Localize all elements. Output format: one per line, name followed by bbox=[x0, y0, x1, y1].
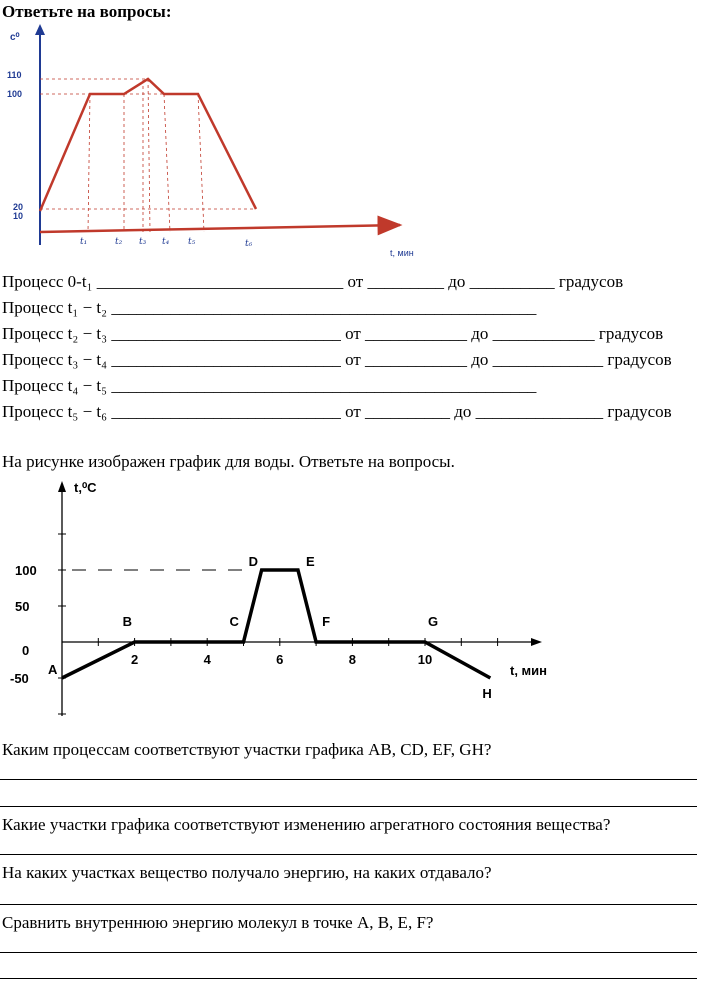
chart2-x-label: t, мин bbox=[510, 663, 548, 678]
chart1-xtick-t3: t₃ bbox=[139, 237, 147, 247]
chart2-point-label-g: G bbox=[428, 614, 439, 629]
process-line-3: Процесс t₂ − t₃ ___________________________ от ____________ до ____________ градусов bbox=[2, 324, 664, 343]
process-line-4: Процесс t₃ − t₄ ___________________________ от ____________ до _____________ градусов bbox=[2, 350, 672, 369]
chart1-ytick-10: 10 bbox=[13, 211, 24, 221]
process-line-6: Процесс t₅ − t₆ ___________________________ от __________ до _______________ градусов bbox=[2, 402, 672, 421]
chart2-y-tick-label: 50 bbox=[15, 599, 30, 614]
question-1: Каким процессам соответствуют участки графика AB, CD, EF, GH? bbox=[2, 740, 492, 759]
chart2-x-tick-label: 8 bbox=[348, 652, 357, 667]
water-temperature-chart bbox=[0, 470, 560, 720]
chart2-point-label-e: E bbox=[305, 554, 315, 569]
chart1-xtick-t6: t₆ bbox=[245, 239, 253, 249]
chart2-x-arrow bbox=[531, 638, 542, 646]
chart2-y-tick-label: -50 bbox=[10, 671, 29, 686]
chart1-xtick-t2: t₂ bbox=[115, 237, 123, 247]
intro-text: На рисунке изображен график для воды. Ответьте на вопросы. bbox=[2, 452, 455, 471]
chart2-x-tick-label: 4 bbox=[203, 652, 211, 667]
chart2-x-tick-label: 6 bbox=[276, 652, 284, 667]
answer-line[interactable] bbox=[0, 952, 697, 953]
chart1-guide-t1 bbox=[88, 94, 90, 232]
chart1-xtick-t1: t₁ bbox=[80, 237, 88, 247]
process-line-5: Процесс t₄ − t₅ __________________________________________________ bbox=[2, 376, 537, 395]
chart1-x-label: t, мин bbox=[390, 248, 414, 258]
chart2-y-tick-label: 0 bbox=[22, 643, 30, 658]
chart2-point-label-h: H bbox=[482, 686, 492, 701]
chart2-y-tick-label: 100 bbox=[15, 563, 37, 578]
answer-line[interactable] bbox=[0, 854, 697, 855]
chart1-y-arrow bbox=[35, 24, 45, 35]
chart2-point-label-a: A bbox=[48, 662, 58, 677]
temperature-chart-1 bbox=[0, 22, 430, 272]
answer-line[interactable] bbox=[0, 978, 697, 979]
question-3: На каких участках вещество получало энергию, на каких отдавало? bbox=[2, 863, 492, 882]
chart2-x-tick-label: 2 bbox=[130, 652, 139, 667]
chart2-point-label-d: D bbox=[248, 554, 259, 569]
chart1-ytick-20: 20 bbox=[13, 202, 24, 212]
chart1-guide-t5 bbox=[198, 94, 204, 232]
question-2: Какие участки графика соответствуют изменению агрегатного состояния вещества? bbox=[2, 815, 611, 834]
answer-line[interactable] bbox=[0, 806, 697, 807]
chart1-xtick-t5: t₅ bbox=[188, 237, 196, 247]
chart2-point-label-c: C bbox=[229, 614, 239, 629]
chart2-x-tick-label: 10 bbox=[417, 652, 433, 667]
process-line-1: Процесс 0-t₁ _____________________________ от _________ до __________ градусов bbox=[2, 272, 624, 291]
chart2-point-label-f: F bbox=[322, 614, 331, 629]
answer-line[interactable] bbox=[0, 904, 697, 905]
question-4: Сравнить внутреннюю энергию молекул в точке A, B, E, F? bbox=[2, 913, 434, 932]
answer-line[interactable] bbox=[0, 779, 697, 780]
chart1-ytick-100: 100 bbox=[7, 89, 23, 99]
chart2-y-label: t,⁰C bbox=[74, 480, 97, 495]
chart1-ytick-110: 110 bbox=[7, 70, 22, 80]
chart1-xtick-t4: t₄ bbox=[162, 237, 170, 247]
process-line-2: Процесс t₁ − t₂ __________________________________________________ bbox=[2, 298, 537, 317]
chart1-guide-t4 bbox=[164, 94, 170, 232]
chart2-point-label-b: B bbox=[122, 614, 132, 629]
chart1-y-unit: c⁰ bbox=[10, 32, 20, 43]
chart1-x-axis bbox=[40, 225, 400, 232]
page-heading: Ответьте на вопросы: bbox=[2, 2, 172, 21]
chart2-y-arrow bbox=[58, 481, 66, 492]
